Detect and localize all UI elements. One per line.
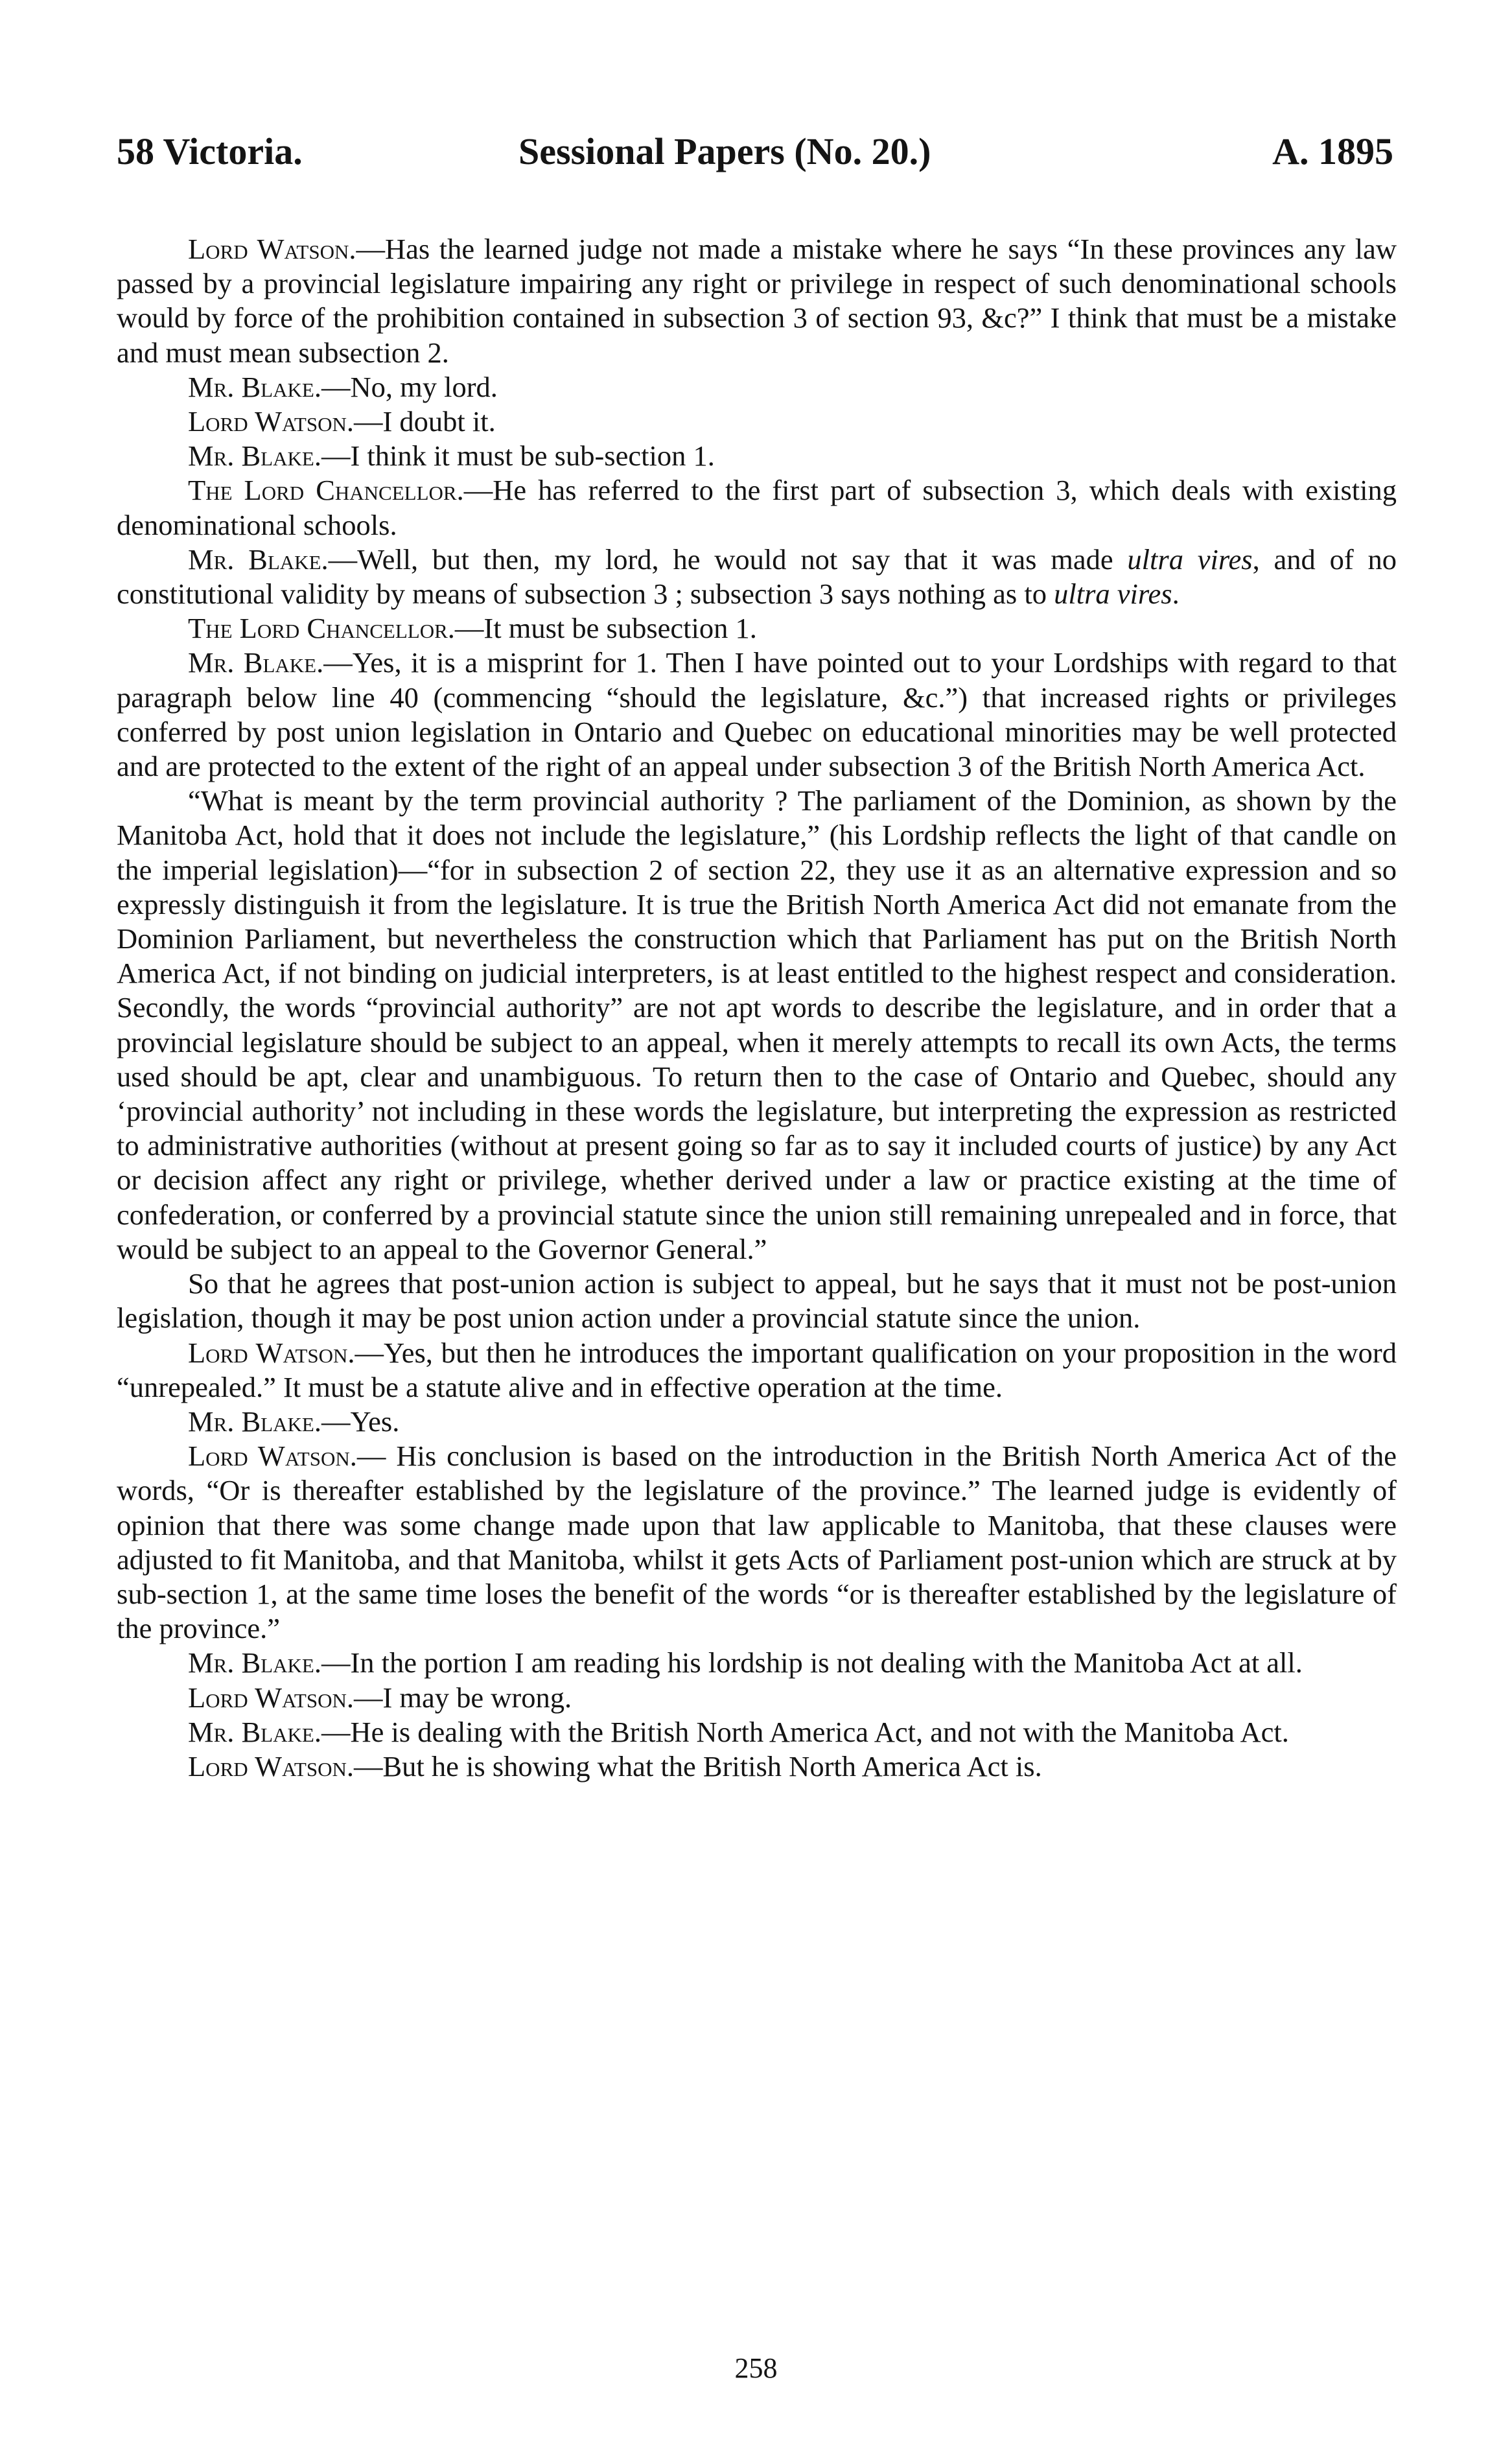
header-year: A. 1895 — [1272, 130, 1393, 172]
paragraph-text: —I may be wrong. — [353, 1681, 572, 1714]
speaker-name: Mr. Blake. — [188, 1646, 321, 1679]
quoted-judgment — [117, 784, 1397, 1267]
speaker-name: Mr. Blake. — [188, 1405, 321, 1438]
paragraph-text: —He is dealing with the British North America Act, and not with the Manitoba Act. — [321, 1715, 1289, 1748]
paragraph-text: —In the portion I am reading his lordship is not dealing with the Manitoba Act at all. — [321, 1646, 1303, 1679]
speaker-name: Lord Watson. — [188, 1681, 354, 1714]
paragraph — [117, 543, 1397, 611]
paragraph-text: So that he agrees that post-union action is subject to appeal, but he says that it must not be post-union legislation, though it may be post union action under a provincial statute since the union. — [117, 1267, 1397, 1335]
paragraph-text: —It must be subsection 1. — [454, 612, 757, 645]
paragraph-text: “What is meant by the term provincial authority ? The parliament of the Dominion, as shown by the Manitoba Act, hold that it does not include the legislature,” (his Lordship reflects the light of that candle on the imperial legislation)—“for in subsection 2 of section 22, they use it as an alternative expression and so expressly distinguish it from the legislature. It is true the British North America Act did not emanate from the Dominion Parliament, but nevertheless the construction which that Parliament has put on the British North America Act, if not binding on judicial interpreters, is at least entitled to the highest respect and consideration. Secondly, the words “provincial authority” are not apt words to describe the legislature, and in order that a provincial legislature should be subject to an appeal, when it merely attempts to recall its own Acts, the terms used should be apt, clear and unambiguous. To return then to the case of Ontario and Quebec, should any ‘provincial authority’ not including in these words the legislature, but interpreting the expression as restricted to administrative authorities (without at present going so far as to say it included courts of justice) by any Act or decision affect any right or privilege, whether derived under a law or practice existing at the time of confederation, or conferred by a provincial statute since the union still remaining unrepealed and in force, that would be subject to an appeal to the Governor General.” — [117, 784, 1397, 1265]
speaker-name: Mr. Blake. — [188, 646, 324, 679]
paragraph — [117, 1681, 1397, 1715]
latin-phrase: ultra vires — [1054, 578, 1172, 611]
header-session: 58 Victoria. — [117, 130, 303, 172]
paragraph-text: — His conclusion is based on the introduction in the British North America Act of the words, “Or is thereafter established by the legislature of the province.” The learned judge is evidently of opinion that there was some change made upon that law applicable to Manitoba, that these clauses were adjusted to fit Manitoba, and that Manitoba, whilst it gets Acts of Parliament post-union which are struck at by sub-section 1, at the same time loses the benefit of the words “or is thereafter established by the legislature of the province.” — [117, 1440, 1397, 1645]
paragraph-text: —He has referred to the first part of subsection 3, which deals with existing denominational schools. — [117, 474, 1397, 541]
paragraph-text: —I doubt it. — [353, 405, 496, 438]
speaker-name: Mr. Blake. — [188, 1715, 321, 1748]
latin-phrase: ultra vires — [1127, 543, 1253, 576]
speaker-name: The Lord Chancellor. — [188, 612, 455, 645]
speaker-name: Mr. Blake. — [188, 370, 321, 403]
page-number: 258 — [734, 2352, 778, 2384]
speaker-name: Lord Watson. — [188, 405, 354, 438]
running-header — [117, 130, 1393, 188]
speaker-name: Mr. Blake. — [188, 543, 329, 576]
paragraph-text: —Yes, but then he introduces the important qualification on your proposition in the word “unrepealed.” It must be a statute alive and in effective operation at the time. — [117, 1336, 1397, 1403]
paragraph — [117, 1336, 1397, 1405]
paragraph — [117, 370, 1397, 404]
paragraph-text: —Yes. — [321, 1405, 400, 1438]
paragraph — [117, 611, 1397, 646]
speaker-name: The Lord Chancellor. — [188, 474, 464, 507]
paragraph — [117, 404, 1397, 439]
paragraph-text: —Well, but then, my lord, he would not say that it was made ultra vires, and of no constitutional validity by means of subsection 3 ; subsection 3 says nothing as to ultra vires. — [117, 543, 1397, 611]
paragraph — [117, 1646, 1397, 1680]
paragraph-text: —But he is showing what the British North America Act is. — [353, 1749, 1042, 1782]
paragraph — [117, 439, 1397, 473]
paragraph — [117, 646, 1397, 784]
paragraph — [117, 473, 1397, 542]
paragraph — [117, 1715, 1397, 1749]
paragraph — [117, 1749, 1397, 1784]
paragraph — [117, 1267, 1397, 1335]
paragraph-text: —Yes, it is a misprint for 1. Then I have pointed out to your Lordships with regard to that paragraph below line 40 (commencing “should the legislature, &c.”) that increased rights or privileges conferred by post union legislation in Ontario and Quebec on educational minorities may be well protected and are protected to the extent of the right of an appeal under subsection 3 of the British North America Act. — [117, 646, 1397, 783]
paragraph-text: —I think it must be sub-section 1. — [321, 439, 715, 473]
speaker-name: Lord Watson. — [188, 1749, 354, 1782]
paragraph-text: —Has the learned judge not made a mistake where he says “In these provinces any law passed by a provincial legislature impairing any right or privilege in respect of such denominational schools would by force of the prohibition contained in subsection 3 of section 93, &c?” I think that must be a mistake and must mean subsection 2. — [117, 233, 1397, 369]
paragraph — [117, 1439, 1397, 1646]
speaker-name: Lord Watson. — [188, 233, 356, 265]
speaker-name: Lord Watson. — [188, 1440, 357, 1473]
paragraph — [117, 1405, 1397, 1439]
speaker-name: Lord Watson. — [188, 1336, 355, 1369]
transcript-body — [117, 232, 1397, 1784]
paragraph-text: —No, my lord. — [321, 370, 498, 403]
speaker-name: Mr. Blake. — [188, 439, 321, 473]
paragraph — [117, 232, 1397, 370]
header-title: Sessional Papers (No. 20.) — [518, 130, 931, 172]
